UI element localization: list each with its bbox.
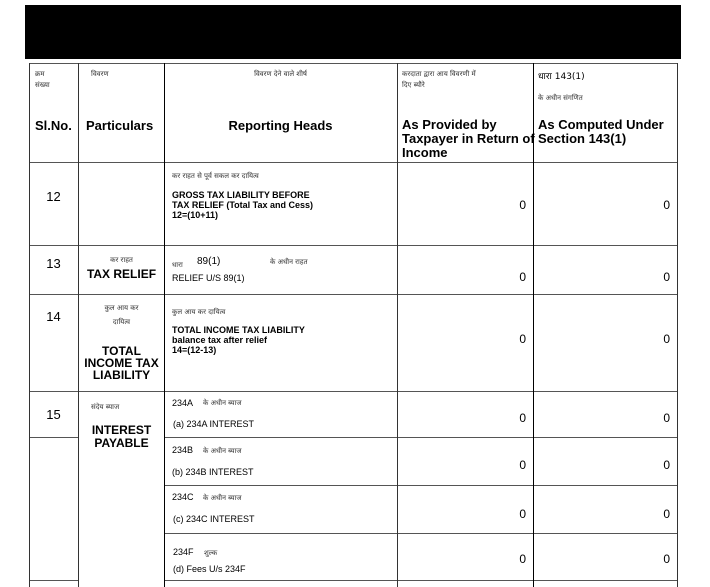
header-provided-hi-line1: करदाता द्वारा आय विवरणी में bbox=[402, 70, 476, 78]
row14-head-line1: TOTAL INCOME TAX LIABILITY bbox=[172, 325, 305, 335]
header-reporting-heads-hi: विवरण देने वाले शीर्ष bbox=[254, 70, 307, 78]
row15b-hi: के अधीन ब्याज bbox=[203, 447, 242, 455]
row13-head-hi-suffix: के अधीन राहत bbox=[270, 258, 308, 266]
row15c-hi: के अधीन ब्याज bbox=[203, 494, 242, 502]
row14-sl-no: 14 bbox=[46, 309, 61, 324]
row14-head-line2: balance tax after relief bbox=[172, 335, 268, 345]
header-particulars: Particulars bbox=[86, 118, 154, 133]
row15-particulars-line2: PAYABLE bbox=[94, 436, 149, 450]
row15-particulars-line1: INTEREST bbox=[91, 423, 152, 437]
row12-bottom-border bbox=[29, 245, 678, 246]
col-particulars-right-border bbox=[164, 63, 165, 587]
row14-particulars-hi-line2: दायित्व bbox=[112, 318, 131, 326]
row15a-bottom-border bbox=[164, 437, 678, 438]
row13-head-line1: RELIEF U/S 89(1) bbox=[172, 273, 245, 283]
row15d-bottom-border-slno bbox=[29, 580, 78, 581]
row15a-computed-value: 0 bbox=[663, 411, 670, 425]
row15c-code: 234C bbox=[172, 492, 194, 502]
row15d-label: (d) Fees U/s 234F bbox=[173, 564, 246, 574]
row15b-code: 234B bbox=[172, 445, 194, 455]
row15d-bottom-border bbox=[164, 580, 678, 581]
redacted-header-block bbox=[25, 5, 681, 59]
row12-sl-no: 12 bbox=[46, 189, 61, 204]
row15-particulars-hi: संदेय ब्याज bbox=[91, 403, 120, 411]
row12-head-hi: कर राहत से पूर्व सकल कर दायित्व bbox=[172, 172, 259, 180]
table-left-border bbox=[29, 63, 30, 587]
header-reporting-heads: Reporting Heads bbox=[228, 118, 333, 133]
row15d-hi: शुल्क bbox=[204, 549, 218, 557]
row15b-bottom-border bbox=[164, 485, 678, 486]
row13-particulars: TAX RELIEF bbox=[86, 267, 157, 281]
row15d-provided-value: 0 bbox=[519, 552, 526, 566]
header-computed-hi-line2: के अधीन संगणित bbox=[538, 94, 583, 102]
row13-head-hi-prefix: धारा bbox=[172, 261, 183, 269]
row12-computed-value: 0 bbox=[663, 198, 670, 212]
row14-particulars-line2: INCOME TAX bbox=[84, 356, 159, 370]
row14-provided-value: 0 bbox=[519, 332, 526, 346]
header-slno-hi-line2: संख्या bbox=[35, 81, 50, 89]
header-particulars-hi: विवरण bbox=[91, 70, 109, 78]
header-bottom-border bbox=[29, 162, 678, 163]
row15a-bottom-border-slno bbox=[29, 437, 78, 438]
header-provided-hi-line2: दिए ब्यौरे bbox=[402, 81, 425, 89]
row13-provided-value: 0 bbox=[519, 270, 526, 284]
row15d-code: 234F bbox=[173, 547, 194, 557]
row15a-provided-value: 0 bbox=[519, 411, 526, 425]
row14-head-hi: कुल आय कर दायित्व bbox=[172, 308, 226, 316]
row14-particulars-hi-line1: कुल आय कर bbox=[104, 304, 139, 312]
row13-bottom-border bbox=[29, 294, 678, 295]
row15c-provided-value: 0 bbox=[519, 507, 526, 521]
row13-head-section: 89(1) bbox=[197, 256, 221, 267]
row15c-label: (c) 234C INTEREST bbox=[173, 514, 255, 524]
header-provided-line1: As Provided by bbox=[402, 117, 497, 132]
row14-bottom-border bbox=[29, 391, 678, 392]
table-right-border bbox=[677, 63, 678, 587]
row13-computed-value: 0 bbox=[663, 270, 670, 284]
row12-head-line2: TAX RELIEF (Total Tax and Cess) bbox=[172, 200, 314, 210]
row15a-hi: के अधीन ब्याज bbox=[203, 399, 242, 407]
header-slno-hi-line1: क्रम bbox=[35, 70, 45, 78]
row13-particulars-hi: कर राहत bbox=[110, 256, 133, 264]
row14-head-line3: 14=(12-13) bbox=[172, 345, 217, 355]
row15a-code: 234A bbox=[172, 398, 194, 408]
header-computed-line1: As Computed Under bbox=[538, 117, 664, 132]
row13-sl-no: 13 bbox=[46, 256, 61, 271]
row15b-computed-value: 0 bbox=[663, 458, 670, 472]
row14-particulars-line1: TOTAL bbox=[102, 344, 141, 358]
row15c-computed-value: 0 bbox=[663, 507, 670, 521]
row14-particulars-line3: LIABILITY bbox=[92, 368, 151, 382]
row12-head-line3: 12=(10+11) bbox=[172, 210, 219, 220]
header-provided-line2: Taxpayer in Return of bbox=[402, 131, 535, 146]
header-computed-hi-line1: धारा 143(1) bbox=[538, 72, 585, 82]
row15b-provided-value: 0 bbox=[519, 458, 526, 472]
header-provided-line3: Income bbox=[402, 145, 448, 160]
row15-sl-no: 15 bbox=[46, 407, 61, 422]
header-computed-line2: Section 143(1) bbox=[538, 131, 627, 146]
row15c-bottom-border bbox=[164, 533, 678, 534]
row14-computed-value: 0 bbox=[663, 332, 670, 346]
row12-provided-value: 0 bbox=[519, 198, 526, 212]
header-slno: Sl.No. bbox=[35, 118, 72, 133]
row15d-computed-value: 0 bbox=[663, 552, 670, 566]
row12-head-line1: GROSS TAX LIABILITY BEFORE bbox=[172, 190, 310, 200]
row15b-label: (b) 234B INTEREST bbox=[172, 467, 254, 477]
table-top-border bbox=[29, 63, 678, 64]
row15a-label: (a) 234A INTEREST bbox=[173, 419, 255, 429]
